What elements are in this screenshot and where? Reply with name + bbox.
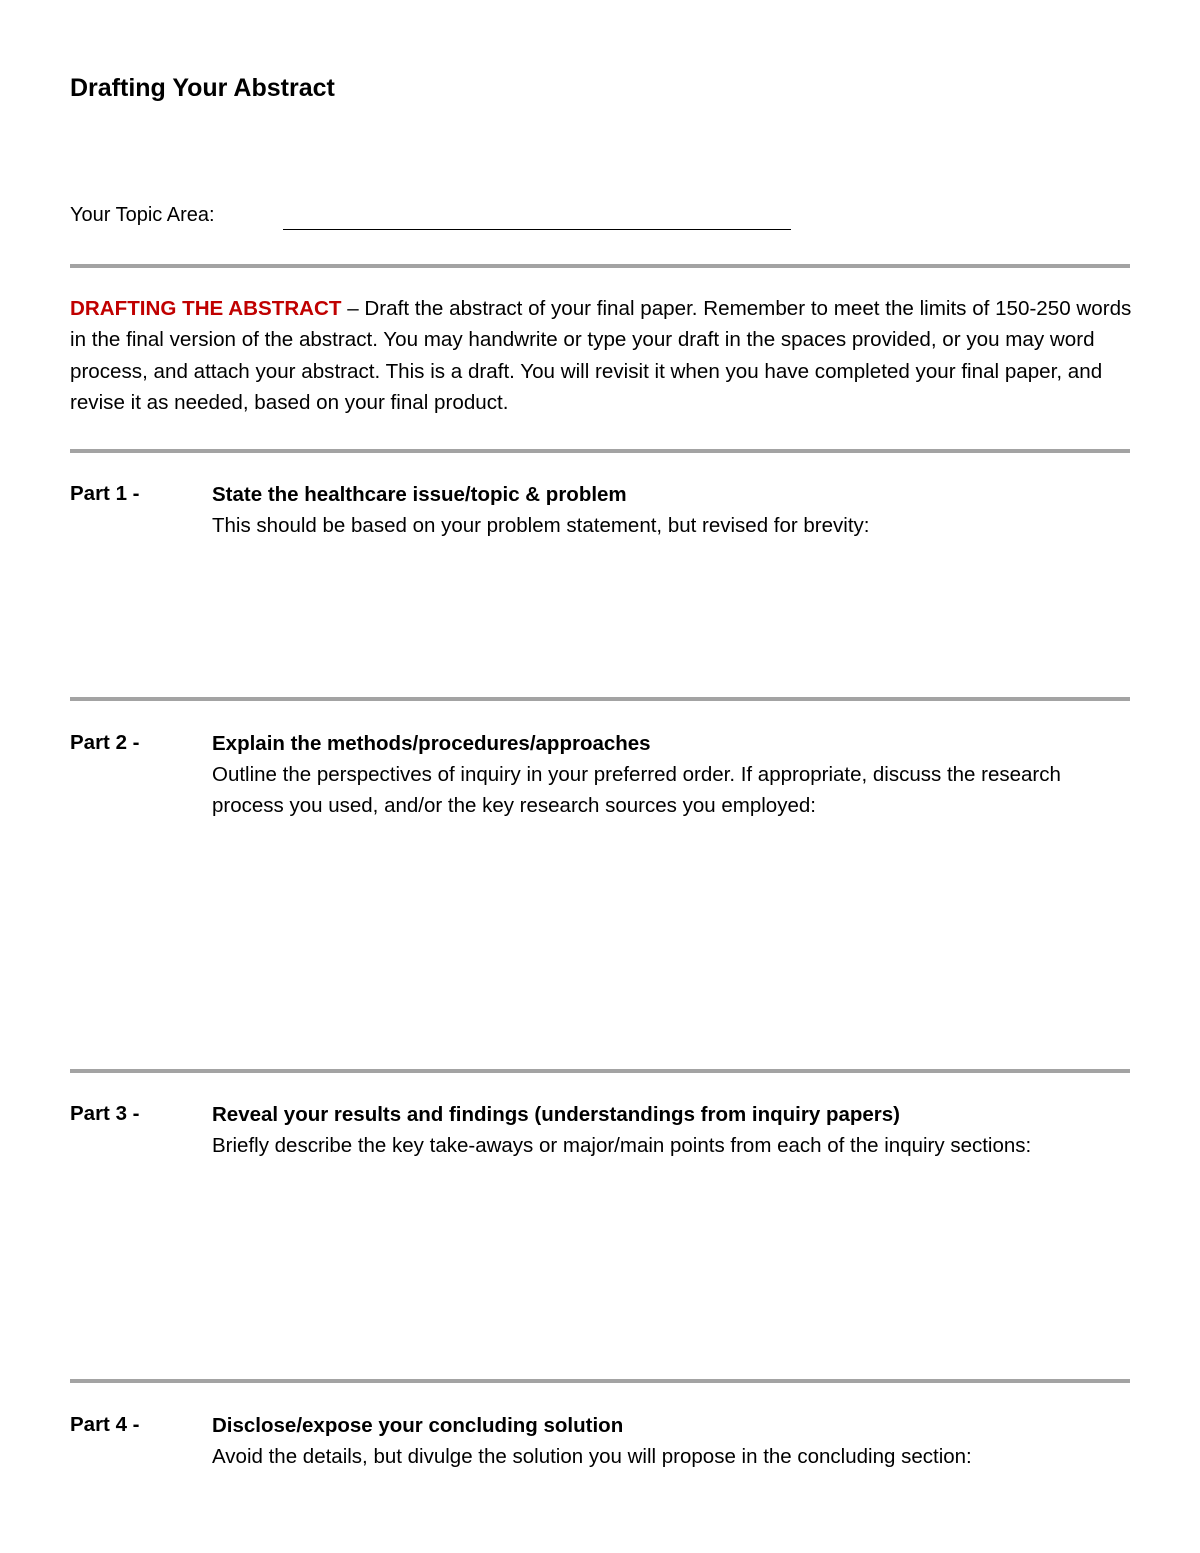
- divider-rule: [70, 264, 1130, 268]
- part-1-description: This should be based on your problem statement, but revised for brevity:: [212, 514, 870, 537]
- part-3-label: Part 3 -: [70, 1102, 140, 1125]
- topic-area-blank-line[interactable]: [283, 229, 791, 230]
- part-4-label: Part 4 -: [70, 1413, 140, 1436]
- part-3-section: [212, 1099, 1187, 1161]
- page-title: Drafting Your Abstract: [70, 74, 335, 102]
- part-2-heading: Explain the methods/procedures/approaches: [212, 732, 651, 755]
- divider-rule: [70, 697, 1130, 701]
- divider-rule: [70, 449, 1130, 453]
- part-2-description: Outline the perspectives of inquiry in your preferred order. If appropriate, discuss the research process you used, and/or the key research sources you employed:: [212, 763, 1061, 817]
- divider-rule: [70, 1069, 1130, 1073]
- part-3-heading: Reveal your results and findings (understandings from inquiry papers): [212, 1103, 901, 1126]
- intro-paragraph: [70, 293, 1136, 418]
- topic-area-label: Your Topic Area:: [70, 204, 215, 226]
- part-1-label: Part 1 -: [70, 482, 140, 505]
- part-4-description: Avoid the details, but divulge the solution you will propose in the concluding section:: [212, 1445, 972, 1468]
- intro-text: – Draft the abstract of your final paper. Remember to meet the limits of 150-250 words in the final version of the abstract. You may handwrite or type your draft in the spaces provided, or you may word process, and attach your abstract. This is a draft. You will revisit it when you have completed your final paper, and revise it as needed, based on your final product.: [70, 297, 1132, 414]
- part-4-section: [212, 1410, 1172, 1472]
- part-1-section: [212, 479, 1172, 541]
- part-1-heading: State the healthcare issue/topic & problem: [212, 483, 627, 506]
- part-4-heading: Disclose/expose your concluding solution: [212, 1414, 624, 1437]
- part-3-description: Briefly describe the key take-aways or major/main points from each of the inquiry sections:: [212, 1134, 1032, 1157]
- intro-lead: DRAFTING THE ABSTRACT: [70, 297, 342, 320]
- divider-rule: [70, 1379, 1130, 1383]
- part-2-section: [212, 728, 1072, 821]
- part-2-label: Part 2 -: [70, 731, 140, 754]
